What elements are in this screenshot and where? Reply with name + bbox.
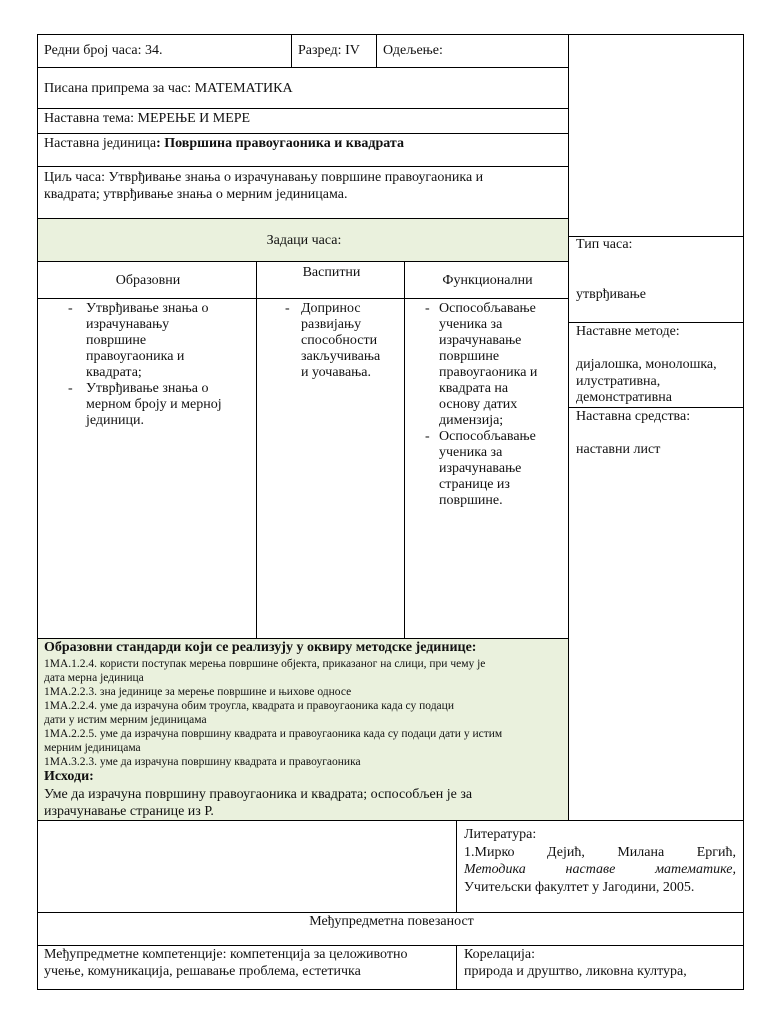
topic-cell: [37, 108, 569, 134]
functional-task-2-line: странице из: [439, 477, 510, 492]
educational-task-1-line: квадрата;: [86, 365, 142, 380]
right-top-empty-cell: [568, 34, 744, 237]
upbringing-task-1-line: - Допринос: [301, 301, 361, 316]
functional-task-1: [419, 301, 537, 429]
col-educational-header: [37, 261, 257, 299]
functional-tasks-cell: [404, 298, 569, 639]
competences-line-1: Међупредметне компетенције: компетенција за целоживотно: [44, 947, 408, 962]
correlation-label: Корелација:: [464, 947, 536, 962]
educational-task-1-line: правоугаоника и: [86, 349, 185, 364]
standard-line: 1МА.2.2.4. уме да израчуна обим троугла, квадрата и правоугаоника када су подаци: [44, 700, 454, 712]
lesson-number: Редни број часа: 34.: [44, 43, 163, 58]
educational-task-2-line: мерном броју и мерној: [86, 397, 222, 412]
standard-line: 1МА.1.2.4. користи поступак мерења површине објекта, приказаног на слици, при чему је: [44, 658, 486, 670]
educational-task-1-line: - Утврђивање знања о: [86, 301, 209, 316]
lesson-type-value: утврђивање: [576, 287, 646, 302]
literature-line-2: Методика наставе математике,: [464, 862, 736, 877]
resources-value: наставни лист: [576, 442, 661, 457]
literature-cell: [456, 820, 744, 913]
outcomes-line-2: израчунавање странице из Р.: [44, 804, 214, 819]
unit-prefix: Наставна јединица: [44, 136, 157, 151]
functional-task-2-line: ученика за: [439, 445, 503, 460]
subject-cell: [37, 67, 569, 109]
upbringing-task-1-line: способности: [301, 333, 378, 348]
bottom-left-empty-cell: [37, 820, 457, 913]
functional-task-2-line: - Оспособљавање: [439, 429, 536, 444]
unit-cell: [37, 133, 569, 167]
grade-cell: [291, 34, 377, 68]
outcomes-title: [44, 769, 94, 785]
standard-line: дати у истим мерним јединицама: [44, 714, 207, 726]
upbringing-task-1-line: закључивања: [301, 349, 381, 364]
upbringing-task-list: [279, 301, 380, 381]
functional-task-1-line: површине: [439, 349, 500, 364]
methods-cell: [568, 322, 744, 408]
topic: Наставна тема: МЕРЕЊЕ И МЕРЕ: [44, 111, 251, 126]
functional-task-1-line: правоугаоника и: [439, 365, 538, 380]
resources-cell: [568, 407, 744, 821]
functional-task-2: [419, 429, 537, 509]
class-section: Одељење:: [383, 43, 443, 58]
functional-task-2-line: израчунавање: [439, 461, 522, 476]
methods-label: Наставне методе:: [576, 324, 680, 339]
methods-value-line: дијалошка, монолошка,: [576, 357, 717, 372]
resources-label: Наставна средства:: [576, 409, 691, 424]
col-upbringing-header: [256, 261, 405, 299]
literature-line-1: 1.Мирко Дејић, Милана Ергић,: [464, 845, 736, 860]
methods-value-line: демонстративна: [576, 390, 672, 405]
correlation-cell: [456, 945, 744, 990]
standard-line: 1МА.3.2.3. уме да израчуна површину квадрата и правоугаоника: [44, 756, 361, 768]
educational-task-list: [62, 301, 222, 429]
upbringing-tasks-cell: [256, 298, 405, 639]
goal-cell: [37, 166, 569, 219]
educational-task-1: [62, 301, 222, 381]
lesson-number-cell: [37, 34, 292, 68]
functional-task-1-line: израчунавање: [439, 333, 522, 348]
standard-line: 1МА.2.2.3. зна јединице за мерење површине и њихове односе: [44, 686, 352, 698]
goal-line-2: квадрата; утврђивање знања о мерним јединицама.: [44, 187, 348, 202]
educational-task-2-line: - Утврђивање знања о: [86, 381, 209, 396]
col-upbringing-label: Васпитни: [302, 265, 361, 280]
interdisciplinary-title: Међупредметна повезаност: [309, 914, 474, 929]
unit: [44, 136, 404, 152]
subject: Писана припрема за час: МАТЕМАТИКА: [44, 81, 293, 96]
grade: Разред: IV: [298, 43, 360, 58]
educational-task-2: [62, 381, 222, 429]
competences-line-2: учење, комуникација, решавање проблема, естетичка: [44, 964, 361, 979]
standard-line: мерним јединицама: [44, 742, 141, 754]
functional-task-1-line: ученика за: [439, 317, 503, 332]
standard-line: дата мерна јединица: [44, 672, 144, 684]
col-educational-label: Образовни: [115, 273, 181, 288]
standards-title: [44, 640, 476, 656]
upbringing-task-1-line: развијању: [301, 317, 362, 332]
functional-task-1-line: димензија;: [439, 413, 504, 428]
functional-task-1-line: - Оспособљавање: [439, 301, 536, 316]
col-functional-label: Функционални: [442, 273, 533, 288]
educational-task-1-line: израчунавању: [86, 317, 170, 332]
functional-task-1-line: квадрата на: [439, 381, 509, 396]
upbringing-task-1-line: и уочавања.: [301, 365, 372, 380]
interdisciplinary-title-cell: [37, 912, 744, 946]
unit-title: : Површина правоугаоника и квадрата: [156, 136, 404, 151]
competences-cell: [37, 945, 457, 990]
class-section-cell: [376, 34, 569, 68]
functional-task-2-line: површине.: [439, 493, 503, 508]
col-functional-header: [404, 261, 569, 299]
educational-task-2-line: јединици.: [86, 413, 145, 428]
tasks-title-cell: [37, 218, 569, 262]
outcomes-title-text: Исходи:: [44, 769, 94, 784]
literature-line-3: Учитељски факултет у Јагодини, 2005.: [464, 880, 695, 895]
literature-label: Литература:: [464, 827, 537, 842]
functional-task-list: [419, 301, 537, 509]
lesson-type-cell: [568, 236, 744, 323]
standards-title-text: Образовни стандарди који се реализују у оквиру методске јединице:: [44, 640, 477, 655]
methods-value-line: илустративна,: [576, 374, 661, 389]
standard-line: 1МА.2.2.5. уме да израчуна површину квадрата и правоугаоника када су подаци дати у истим: [44, 728, 503, 740]
educational-task-1-line: површине: [86, 333, 147, 348]
goal-line-1: Циљ часа: Утврђивање знања о израчунавању површине правоугаоника и: [44, 170, 484, 185]
lesson-type-label: Тип часа:: [576, 237, 633, 252]
tasks-title: Задаци часа:: [266, 233, 342, 248]
upbringing-task-1: [279, 301, 380, 381]
functional-task-1-line: основу датих: [439, 397, 518, 412]
correlation-value: природа и друштво, ликовна култура,: [464, 964, 687, 979]
outcomes-line-1: Уме да израчуна површину правоугаоника и квадрата; оспособљен је за: [44, 787, 473, 802]
standards-cell: [37, 638, 569, 821]
educational-tasks-cell: [37, 298, 257, 639]
